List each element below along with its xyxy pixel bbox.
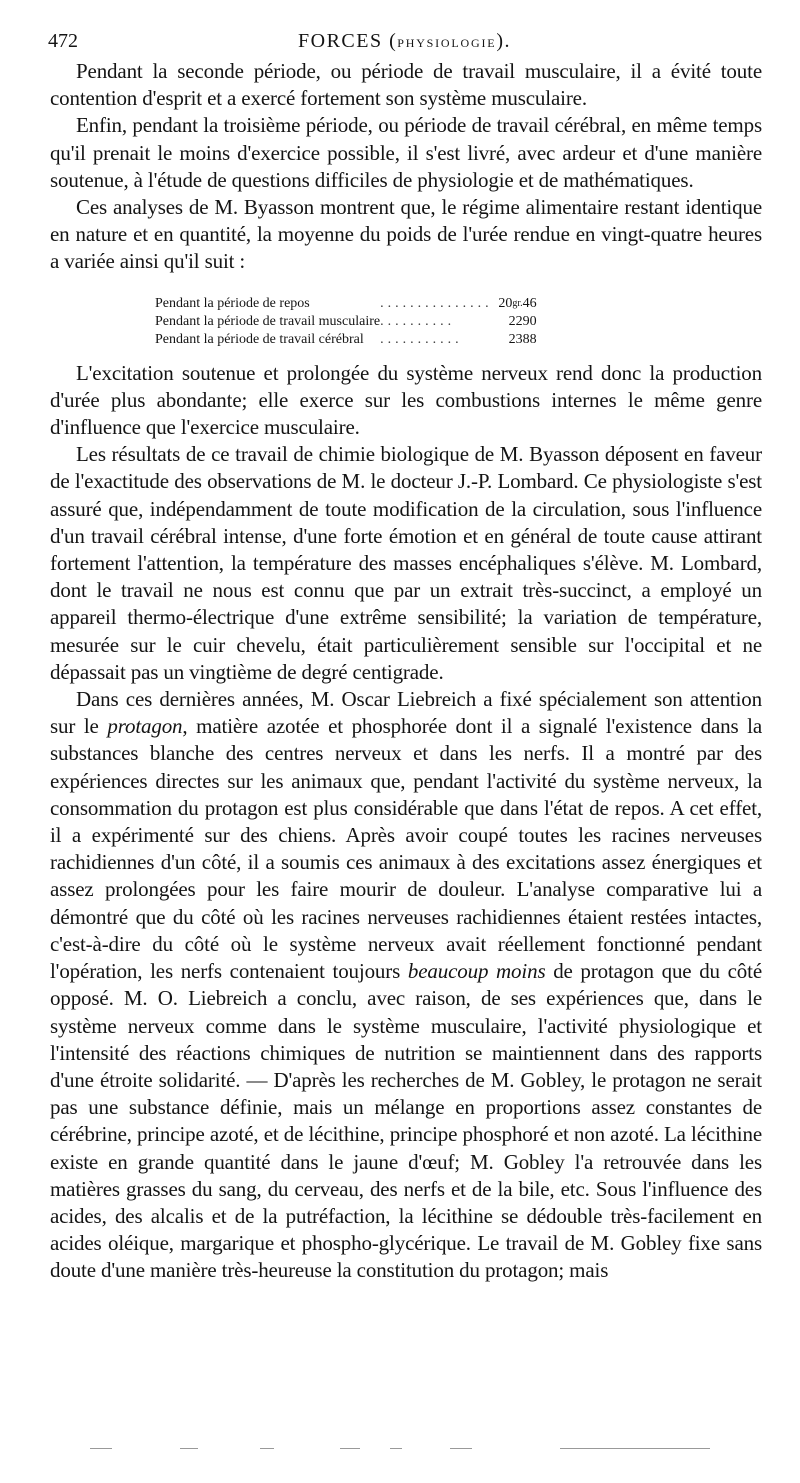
urea-row-muscular — [155, 313, 537, 331]
paragraph-byasson-analyses: Ces analyses de M. Byasson montrent que, le régime alimentaire restant identique en nature et en quantité, la moyenne du poids de l'urée rendue en vingt-quatre heures a variée ainsi qu'il suit : — [50, 195, 762, 274]
running-title-main: FORCES ( — [298, 30, 398, 52]
urea-row-label: Pendant la période de repos — [155, 295, 310, 311]
urea-grams-value: 22 — [508, 313, 523, 329]
liebreich-text-3: de protagon que du côté opposé. M. O. Liebreich a conclu, avec raison, de ses expériences que, dans le système nerveux comme dans le système musculaire, l'activité physiologique et l'intensité des réactions chimiques de nutrition se maintiennent dans des rapports d'une étroite solidarité. — D'après les recherches de M. Gobley, le protagon ne serait pas une substance définie, mais un mélange en proportions assez constantes de cérébrine, principe azoté, et de lécithine, principe phosphoré et non azoté. La lécithine existe en grande quantité dans le jaune d'œuf; M. Gobley l'a retrouvée dans les matières grasses du sang, du cerveau, des nerfs et de la bile, etc. Sous l'influence des acides, des alcalis et de la putréfaction, la lécithine se dédouble très-facilement en acides oléique, margarique et phospho-glycérique. Le travail de M. Gobley fixe sans doute d'une manière très-heureuse la constitution du protagon; mais — [50, 959, 762, 1283]
urea-row-label: Pendant la période de travail musculaire — [155, 313, 381, 329]
urea-row-decimals: 46 — [522, 295, 537, 311]
urea-row-decimals: 88 — [522, 331, 537, 347]
urea-row-rest — [155, 295, 537, 313]
running-title-end: ). — [496, 30, 512, 52]
urea-grams-value: 23 — [508, 331, 523, 347]
running-title-small-caps: PHYSIOLOGIE — [397, 36, 497, 50]
paragraph-liebreich — [50, 686, 762, 1284]
body-text — [50, 58, 762, 1285]
urea-row-leader: ............... — [380, 295, 493, 311]
urea-table — [155, 295, 537, 349]
paragraph-second-period: Pendant la seconde période, ou période de travail musculaire, il a évité toute contention d'esprit et a exercé fortement son système musculaire. — [50, 59, 762, 111]
page-number: 472 — [48, 30, 78, 52]
urea-row-leader: .......... — [380, 313, 456, 329]
liebreich-emphasis-beaucoup: beaucoup moins — [407, 959, 546, 984]
urea-row-grams — [493, 313, 523, 331]
urea-row-decimals: 90 — [522, 313, 537, 329]
paragraph-lombard: Les résultats de ce travail de chimie biologique de M. Byasson déposent en faveur de l'exactitude des observations de M. le docteur J.-P. Lombard. Ce physiologiste s'est assuré que, indépendamment de toute modification de la circulation, sous l'influence d'un travail cérébral intense, d'une forte émotion et en général de toute cause attirant fortement l'attention, la température des masses encéphaliques s'élève. M. Lombard, dont le travail ne nous est connu que par un extrait très-succinct, a employé un appareil thermo-électrique d'une extrême sensibilité; la variation de température, mesurée sur le cuir chevelu, était particulièrement sensible sur l'occipital et ne dépassait pas un vingtième de degré centigrade. — [50, 442, 762, 684]
liebreich-emphasis-protagon: protagon — [107, 714, 183, 739]
running-header — [48, 28, 763, 58]
liebreich-text-2: , matière azotée et phosphorée dont il a signalé l'existence dans la substances blanche des centres nerveux et dans les nerfs. Il a montré par des expériences directes sur les animaux que, pendant l'activité du système nerveux, la consommation du protagon est plus considérable que dans l'état de repos. A cet effet, il a expérimenté sur des chiens. Après avoir coupé toutes les racines nerveuses rachidiennes d'un côté, il a soumis ces animaux à des excitations assez énergiques et assez prolongées pour les faire mourir de douleur. L'analyse comparative lui a démontré que du côté où les racines nerveuses rachidiennes étaient restées intactes, c'est-à-dire du côté où le système nerveux avait réellement fonctionné pendant l'opération, les nerfs contenaient toujours — [50, 714, 762, 984]
urea-grams-unit: gr. — [512, 297, 523, 309]
paragraph-third-period: Enfin, pendant la troisième période, ou période de travail cérébral, en même temps qu'il prenait le moins d'exercice possible, il s'est livré, avec ardeur et d'une manière soutenue, à l'étude de questions difficiles de physiologie et de mathématiques. — [50, 113, 762, 192]
running-title — [298, 30, 511, 53]
urea-row-cerebral — [155, 331, 537, 349]
urea-row-leader: ........... — [380, 331, 463, 347]
paragraph-excitation: L'excitation soutenue et prolongée du système nerveux rend donc la production d'urée plus abondante; elle exerce sur les combustions internes le même genre d'influence que l'exercice musculaire. — [50, 360, 762, 440]
urea-row-grams — [493, 331, 523, 349]
scan-footer-marks — [90, 1448, 740, 1450]
urea-row-label: Pendant la période de travail cérébral — [155, 331, 364, 347]
urea-grams-value: 20 — [498, 295, 513, 311]
urea-row-grams — [493, 295, 523, 313]
liebreich-text-1: Dans ces dernières années, M. Oscar Liebreich a fixé spécialement son attention sur le — [50, 687, 762, 739]
